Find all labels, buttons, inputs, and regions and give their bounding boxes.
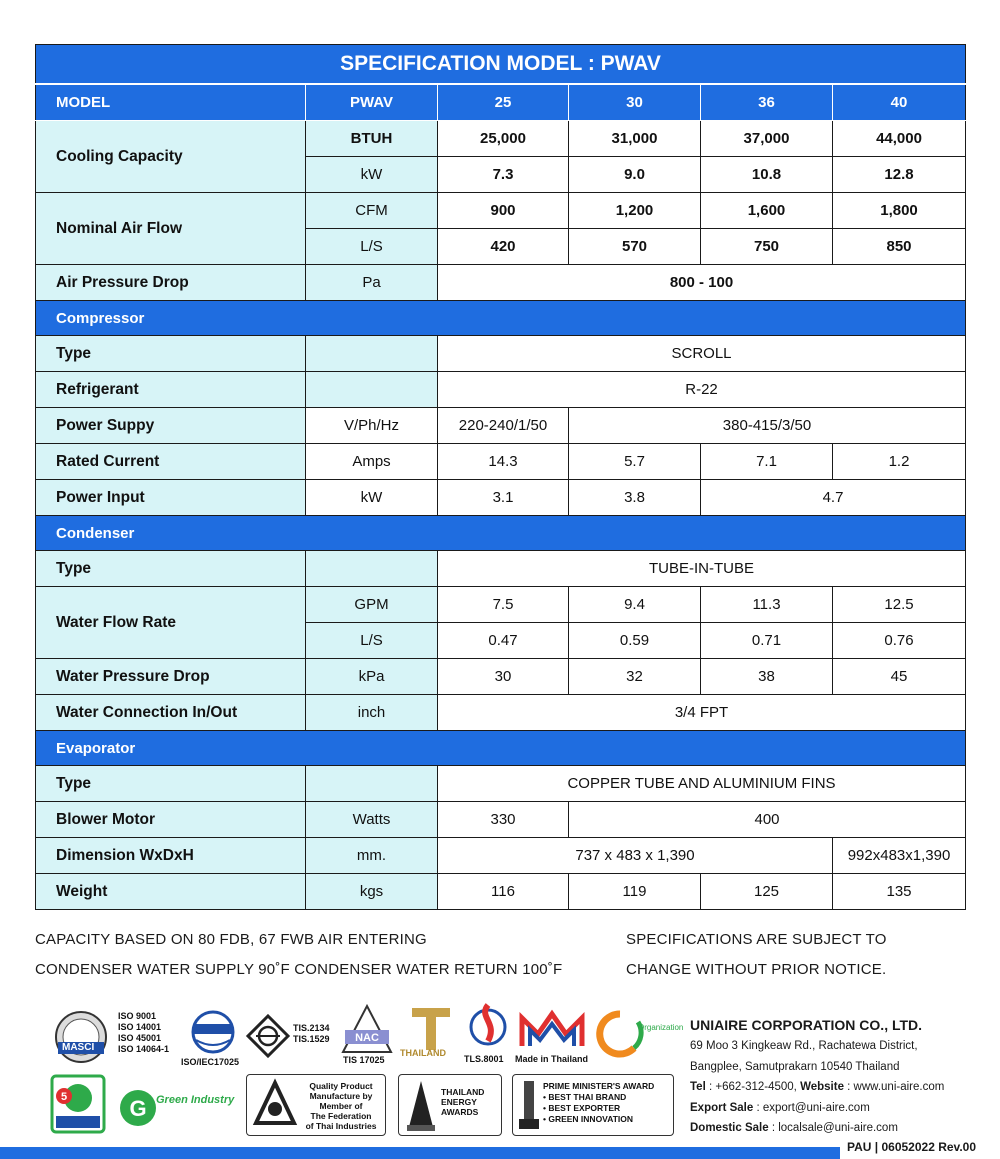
cell: 7.3	[438, 157, 569, 193]
unit-cfm: CFM	[306, 193, 438, 229]
air-pressure-label: Air Pressure Drop	[36, 265, 306, 301]
condenser-type-label: Type	[36, 551, 306, 587]
cell: 4.7	[701, 480, 966, 516]
cell: 12.5	[833, 587, 966, 623]
cell: 3.1	[438, 480, 569, 516]
cell: 30	[438, 659, 569, 695]
fti-line: Quality Product	[309, 1081, 373, 1091]
water-connection-label: Water Connection In/Out	[36, 695, 306, 731]
cell: 1.2	[833, 444, 966, 480]
cell: 119	[569, 874, 701, 910]
cell: 570	[569, 229, 701, 265]
cell: 0.76	[833, 623, 966, 659]
cell: 0.71	[701, 623, 833, 659]
cell: 220-240/1/50	[438, 408, 569, 444]
masci-text: MASCI	[62, 1042, 95, 1053]
cell: 7.1	[701, 444, 833, 480]
unit-ls: L/S	[306, 623, 438, 659]
water-pressure-label: Water Pressure Drop	[36, 659, 306, 695]
cell: 10.8	[701, 157, 833, 193]
iso-list	[118, 1011, 169, 1055]
cell: 135	[833, 874, 966, 910]
unit-gpm: GPM	[306, 587, 438, 623]
svg-text:5: 5	[60, 1091, 68, 1103]
cell: 3/4 FPT	[438, 695, 966, 731]
web-value: : www.uni-aire.com	[843, 1081, 945, 1093]
cell: 800 - 100	[438, 265, 966, 301]
power-supply-label: Power Suppy	[36, 408, 306, 444]
tis-item: TIS.1529	[293, 1034, 330, 1044]
cell: 1,600	[701, 193, 833, 229]
masci-logo	[50, 1010, 112, 1064]
section-evaporator: Evaporator	[36, 731, 966, 766]
note-line: SPECIFICATIONS ARE SUBJECT TO	[626, 931, 887, 948]
cell: 37,000	[701, 121, 833, 157]
pm-award-text	[543, 1081, 654, 1125]
tis17025-logo	[339, 1004, 395, 1054]
weight-label: Weight	[36, 874, 306, 910]
notes-right	[626, 925, 887, 985]
company-contact	[690, 1077, 970, 1098]
unit-pa: Pa	[306, 265, 438, 301]
company-domestic	[690, 1118, 970, 1139]
unit-empty	[306, 372, 438, 408]
tel-value: : +662-312-4500,	[705, 1081, 801, 1093]
cell: 5.7	[569, 444, 701, 480]
iso-iec-text: ISO/IEC17025	[181, 1057, 240, 1067]
company-info	[690, 1014, 970, 1139]
cooling-capacity-label: Cooling Capacity	[36, 121, 306, 193]
section-condenser: Condenser	[36, 516, 966, 551]
note-line: CAPACITY BASED ON 80 FDB, 67 FWB AIR ENTERING	[35, 931, 427, 948]
fti-line: Member of	[319, 1101, 363, 1111]
water-flow-label: Water Flow Rate	[36, 587, 306, 659]
cell: 11.3	[701, 587, 833, 623]
tls-text: TLS.8001	[464, 1054, 504, 1064]
cell: 3.8	[569, 480, 701, 516]
tis17025-text: TIS 17025	[343, 1055, 385, 1065]
fti-line: of Thai Industries	[305, 1121, 377, 1131]
cell: 44,000	[833, 121, 966, 157]
cell: 1,800	[833, 193, 966, 229]
dimension-label: Dimension WxDxH	[36, 838, 306, 874]
svg-text:Organization: Organization	[638, 1023, 684, 1032]
footer-bar	[0, 1147, 840, 1159]
tis-list	[293, 1023, 330, 1045]
cell: SCROLL	[438, 336, 966, 372]
note-line: CONDENSER WATER SUPPLY 90˚F CONDENSER WATER RETURN 100˚F	[35, 961, 563, 978]
thailand-trust-text: THAILAND	[400, 1048, 446, 1058]
energy-awards-logo	[398, 1074, 502, 1136]
notes-left	[35, 925, 562, 985]
cell: 14.3	[438, 444, 569, 480]
pm-award-logo	[512, 1074, 674, 1136]
pm-award-item-text: BEST EXPORTER	[548, 1103, 621, 1113]
refrigerant-label: Refrigerant	[36, 372, 306, 408]
unit-kw: kW	[306, 480, 438, 516]
cell: 116	[438, 874, 569, 910]
cell: TUBE-IN-TUBE	[438, 551, 966, 587]
model-header: MODEL	[36, 84, 306, 121]
cell: 25,000	[438, 121, 569, 157]
svg-text:G: G	[129, 1096, 147, 1121]
energy-awards-text	[441, 1087, 484, 1117]
evaporator-type-label: Type	[36, 766, 306, 802]
spec-title: SPECIFICATION MODEL : PWAV	[36, 45, 966, 85]
model-series: PWAV	[306, 84, 438, 121]
size-36: 36	[701, 84, 833, 121]
cell: 1,200	[569, 193, 701, 229]
tel-label: Tel	[690, 1081, 706, 1093]
cell: R-22	[438, 372, 966, 408]
compressor-type-label: Type	[36, 336, 306, 372]
unit-kgs: kgs	[306, 874, 438, 910]
fti-logo	[246, 1074, 386, 1136]
green-organization-logo	[594, 1008, 684, 1058]
unit-empty	[306, 336, 438, 372]
tis-logo	[246, 1014, 290, 1058]
cell: 380-415/3/50	[569, 408, 966, 444]
unit-btuh: BTUH	[306, 121, 438, 157]
company-name: UNIAIRE CORPORATION CO., LTD.	[690, 1017, 923, 1033]
export-value: : export@uni-aire.com	[753, 1101, 870, 1114]
cell: 9.4	[569, 587, 701, 623]
green-industry-logo	[116, 1086, 240, 1130]
iso-item: ISO 14001	[118, 1022, 162, 1032]
unit-inch: inch	[306, 695, 438, 731]
power-input-label: Power Input	[36, 480, 306, 516]
domestic-value: : localsale@uni-aire.com	[768, 1122, 898, 1134]
iso-item: ISO 9001	[118, 1011, 157, 1021]
unit-watts: Watts	[306, 802, 438, 838]
unit-vphhz: V/Ph/Hz	[306, 408, 438, 444]
unit-ls: L/S	[306, 229, 438, 265]
domestic-label: Domestic Sale	[690, 1122, 769, 1134]
cell: 125	[701, 874, 833, 910]
svg-text:NAC: NAC	[355, 1032, 379, 1044]
tls-logo	[466, 1001, 510, 1051]
iso-item: ISO 14064-1	[118, 1044, 170, 1054]
made-in-thailand-text: Made in Thailand	[515, 1054, 589, 1064]
tis-item: TIS.2134	[293, 1023, 330, 1033]
cell: 31,000	[569, 121, 701, 157]
cell: 850	[833, 229, 966, 265]
energy-label-5-logo	[50, 1074, 106, 1134]
cell: 420	[438, 229, 569, 265]
unit-kpa: kPa	[306, 659, 438, 695]
note-line: CHANGE WITHOUT PRIOR NOTICE.	[626, 961, 887, 978]
size-25: 25	[438, 84, 569, 121]
unit-empty	[306, 766, 438, 802]
company-export	[690, 1098, 970, 1119]
cell: 9.0	[569, 157, 701, 193]
cell: 0.47	[438, 623, 569, 659]
cell: 0.59	[569, 623, 701, 659]
export-label: Export Sale	[690, 1101, 754, 1114]
cell: 330	[438, 802, 569, 838]
size-30: 30	[569, 84, 701, 121]
air-flow-label: Nominal Air Flow	[36, 193, 306, 265]
pm-award-item-text: GREEN INNOVATION	[548, 1114, 634, 1124]
pm-award-item: • GREEN INNOVATION	[543, 1114, 634, 1124]
cell: 900	[438, 193, 569, 229]
section-compressor: Compressor	[36, 301, 966, 336]
made-in-thailand-logo	[516, 1006, 588, 1050]
web-label: Website	[800, 1081, 844, 1093]
document-code: PAU | 06052022 Rev.00	[847, 1140, 976, 1154]
pm-award-title: PRIME MINISTER'S AWARD	[543, 1081, 655, 1091]
fti-text	[301, 1081, 381, 1131]
cell: 38	[701, 659, 833, 695]
cell: 750	[701, 229, 833, 265]
cell: 45	[833, 659, 966, 695]
unit-mm: mm.	[306, 838, 438, 874]
cell: 12.8	[833, 157, 966, 193]
iso-iec-logo	[188, 1010, 238, 1054]
cell: 400	[569, 802, 966, 838]
unit-amps: Amps	[306, 444, 438, 480]
thailand-trust-logo	[404, 1006, 458, 1052]
company-address-1: 69 Moo 3 Kingkeaw Rd., Rachatewa District,	[690, 1040, 918, 1052]
cell: COPPER TUBE AND ALUMINIUM FINS	[438, 766, 966, 802]
energy-awards-line: AWARDS	[441, 1107, 479, 1117]
cell: 992x483x1,390	[833, 838, 966, 874]
cell: 7.5	[438, 587, 569, 623]
fti-line: Manufacture by	[309, 1091, 373, 1101]
size-40: 40	[833, 84, 966, 121]
pm-award-item: • BEST THAI BRAND	[543, 1092, 627, 1102]
blower-motor-label: Blower Motor	[36, 802, 306, 838]
spec-table	[35, 44, 966, 910]
energy-awards-line: ENERGY	[441, 1097, 477, 1107]
rated-current-label: Rated Current	[36, 444, 306, 480]
pm-award-item-text: BEST THAI BRAND	[548, 1092, 627, 1102]
cell: 737 x 483 x 1,390	[438, 838, 833, 874]
company-address-2: Bangplee, Samutprakarn 10540 Thailand	[690, 1060, 900, 1073]
unit-empty	[306, 551, 438, 587]
fti-line: The Federation	[310, 1111, 372, 1121]
pm-award-item: • BEST EXPORTER	[543, 1103, 621, 1113]
energy-awards-line: THAILAND	[441, 1087, 485, 1097]
iso-item: ISO 45001	[118, 1033, 162, 1043]
cell: 32	[569, 659, 701, 695]
unit-kw: kW	[306, 157, 438, 193]
green-industry-text: Green Industry	[156, 1094, 235, 1106]
